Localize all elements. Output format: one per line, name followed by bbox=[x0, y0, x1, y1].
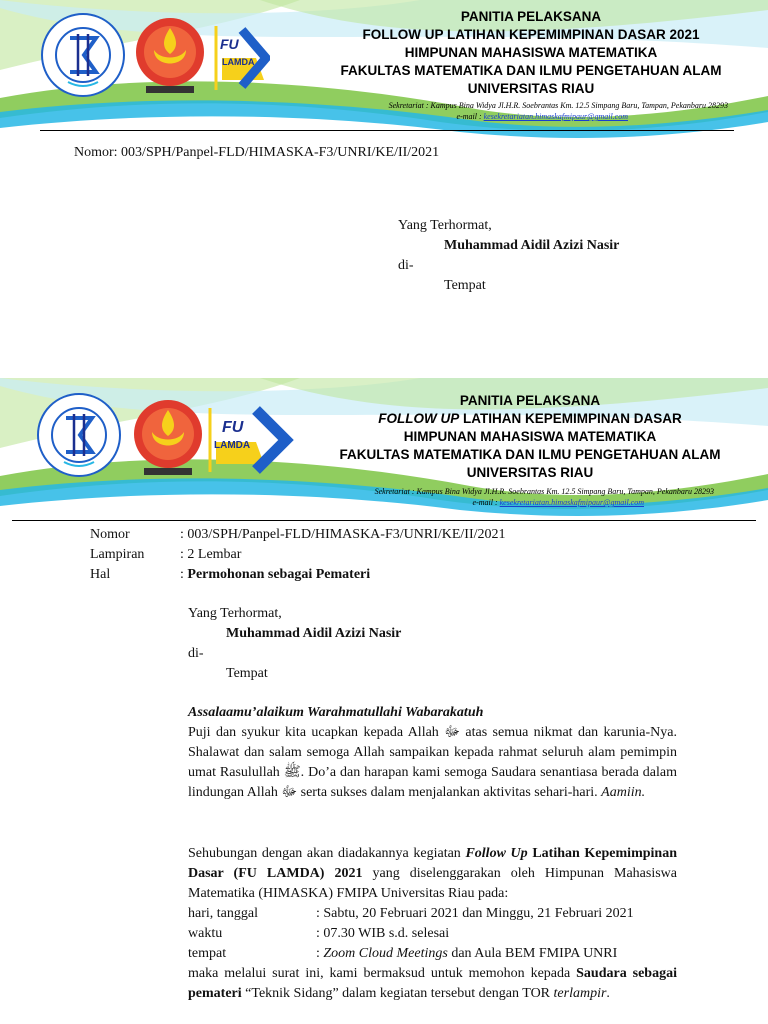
letter1-nomor: Nomor: 003/SPH/Panpel-FLD/HIMASKA-F3/UNRI/KE/II/2021 bbox=[74, 145, 440, 160]
fu-lamda-logo-lamda: LAMDA bbox=[214, 440, 251, 451]
fu-lamda-logo-fu: FU bbox=[222, 419, 244, 436]
letter-page-1 bbox=[0, 0, 768, 370]
letter1-recipient: Muhammad Aidil Azizi Nasir bbox=[444, 238, 620, 253]
request-role: Saudara sebagai pemateri bbox=[188, 966, 677, 1001]
letterhead-line-2-em: FOLLOW UP bbox=[378, 411, 460, 426]
letterhead-email-line bbox=[300, 111, 728, 122]
lampiran-label: Lampiran bbox=[90, 547, 145, 562]
paragraph-request-mid: “Teknik Sidang” dalam kegiatan tersebut dengan TOR bbox=[241, 986, 554, 1001]
letterhead-line-3: HIMPUNAN MAHASISWA MATEMATIKA bbox=[404, 45, 658, 60]
email-label: e-mail : bbox=[456, 112, 484, 121]
partition-generation-logo bbox=[130, 396, 206, 482]
letterhead-address: Sekretariat : Kampus Bina Widya Jl.H.R. Soebrantas Km. 12.5 Simpang Baru, Tampan, Pekanbaru 28293 bbox=[374, 487, 714, 496]
paragraph-opening bbox=[188, 723, 677, 803]
letterhead-title-block bbox=[296, 8, 766, 98]
hal-colon: : bbox=[180, 567, 188, 582]
letter1-di: di- bbox=[398, 258, 414, 273]
fu-lamda-logo-lamda: LAMDA bbox=[222, 57, 255, 67]
letter1-tempat: Tempat bbox=[444, 278, 486, 293]
himaska-logo bbox=[40, 12, 126, 98]
follow-up-em: Follow Up bbox=[465, 846, 528, 861]
zoom-text: Zoom Cloud Meetings bbox=[323, 946, 448, 961]
letterhead-address: Sekretariat : Kampus Bina Widya Jl.H.R. Soebrantas Km. 12.5 Simpang Baru, Tampan, Pekanbaru 28293 bbox=[388, 101, 728, 110]
letterhead-line-1: PANITIA PELAKSANA bbox=[460, 9, 602, 24]
paragraph-request bbox=[188, 964, 677, 1004]
himaska-logo bbox=[36, 392, 122, 478]
lampiran-value: : 2 Lembar bbox=[180, 547, 242, 562]
paragraph-event-tail: yang diselenggarakan oleh Himpunan Mahasiswa Matematika (HIMASKA) FMIPA Universitas Riau pada: bbox=[188, 866, 677, 901]
letter2-di: di- bbox=[188, 646, 204, 661]
schedule-label: tempat bbox=[188, 946, 227, 961]
letter2-tempat: Tempat bbox=[226, 666, 268, 681]
paragraph-event bbox=[188, 844, 677, 904]
schedule-row-date bbox=[188, 904, 634, 924]
schedule-value-prefix: : bbox=[316, 946, 324, 961]
schedule-value-rest: dan Aula BEM FMIPA UNRI bbox=[447, 946, 618, 961]
paragraph-event-lead: Sehubungan dengan akan diadakannya kegiatan bbox=[188, 846, 466, 861]
letterhead-divider bbox=[12, 520, 756, 521]
paragraph-opening-text: Puji dan syukur kita ucapkan kepada Allah ﷻ atas semua nikmat dan karunia-Nya. Shalawat dan salam semoga Allah sampaikan kepada rahmat seluruh alam pemimpin umat Rasulullah ﷺ. Do’a dan harapan kami semoga Saudara senantiasa berada dalam lindungan Allah ﷻ serta sukses dalam menjalankan aktivitas sehari-hari. bbox=[188, 725, 678, 800]
letterhead-line-3: HIMPUNAN MAHASISWA MATEMATIKA bbox=[403, 429, 657, 444]
letterhead-line-4: FAKULTAS MATEMATIKA DAN ILMU PENGETAHUAN ALAM bbox=[340, 63, 722, 78]
letterhead-title-block bbox=[290, 392, 768, 482]
hal-label: Hal bbox=[90, 567, 111, 582]
letterhead-line-2: FOLLOW UP LATIHAN KEPEMIMPINAN DASAR 2021 bbox=[362, 27, 700, 42]
letterhead bbox=[0, 378, 768, 518]
amin-text: Aamiin. bbox=[601, 785, 646, 800]
letterhead-divider bbox=[40, 130, 734, 131]
schedule-value: : Sabtu, 20 Februari 2021 dan Minggu, 21 Februari 2021 bbox=[316, 906, 634, 921]
schedule-row-place bbox=[188, 944, 617, 964]
salutation: Assalaamu’alaikum Warahmatullahi Wabarakatuh bbox=[188, 705, 484, 720]
schedule-label: waktu bbox=[188, 926, 223, 941]
paragraph-request-end: . bbox=[606, 986, 610, 1001]
hal-subject: Permohonan sebagai Pemateri bbox=[187, 567, 371, 582]
letterhead-line-4: FAKULTAS MATEMATIKA DAN ILMU PENGETAHUAN ALAM bbox=[339, 447, 721, 462]
paragraph-request-lead: maka melalui surat ini, kami bermaksud untuk memohon kepada bbox=[188, 966, 577, 981]
nomor-value: : 003/SPH/Panpel-FLD/HIMASKA-F3/UNRI/KE/II/2021 bbox=[180, 527, 506, 542]
nomor-label: Nomor bbox=[90, 527, 130, 542]
letterhead-line-2 bbox=[290, 410, 768, 428]
letter1-greeting: Yang Terhormat, bbox=[398, 218, 492, 233]
terlampir-text: terlampir bbox=[553, 986, 607, 1001]
email-link[interactable]: kesekretariatan.himaskafmipaur@gmail.com bbox=[499, 498, 644, 507]
letterhead-contact bbox=[300, 100, 728, 122]
email-label: e-mail : bbox=[472, 498, 500, 507]
hal-value bbox=[180, 565, 370, 585]
letterhead-line-5: UNIVERSITAS RIAU bbox=[467, 81, 595, 96]
schedule-row-time bbox=[188, 924, 449, 944]
fu-lamda-logo-fu: FU bbox=[220, 36, 239, 52]
letterhead-email-line bbox=[290, 497, 714, 508]
partition-generation-logo bbox=[132, 14, 208, 100]
letterhead-line-1: PANITIA PELAKSANA bbox=[459, 393, 601, 408]
letter2-recipient: Muhammad Aidil Azizi Nasir bbox=[226, 626, 402, 641]
event-name: Latihan Kepemimpinan Dasar (FU LAMDA) 2021 bbox=[188, 846, 677, 881]
email-link[interactable]: kesekretariatan.himaskafmipaur@gmail.com bbox=[483, 112, 628, 121]
letter-page-2 bbox=[0, 378, 768, 1024]
letterhead bbox=[0, 0, 768, 140]
letterhead-line-5: UNIVERSITAS RIAU bbox=[466, 465, 594, 480]
letterhead-line-2-rest: LATIHAN KEPEMIMPINAN DASAR bbox=[459, 411, 682, 426]
letter2-greeting: Yang Terhormat, bbox=[188, 606, 282, 621]
letterhead-contact bbox=[290, 486, 714, 508]
schedule-value: : 07.30 WIB s.d. selesai bbox=[316, 926, 450, 941]
schedule-label: hari, tanggal bbox=[188, 906, 258, 921]
